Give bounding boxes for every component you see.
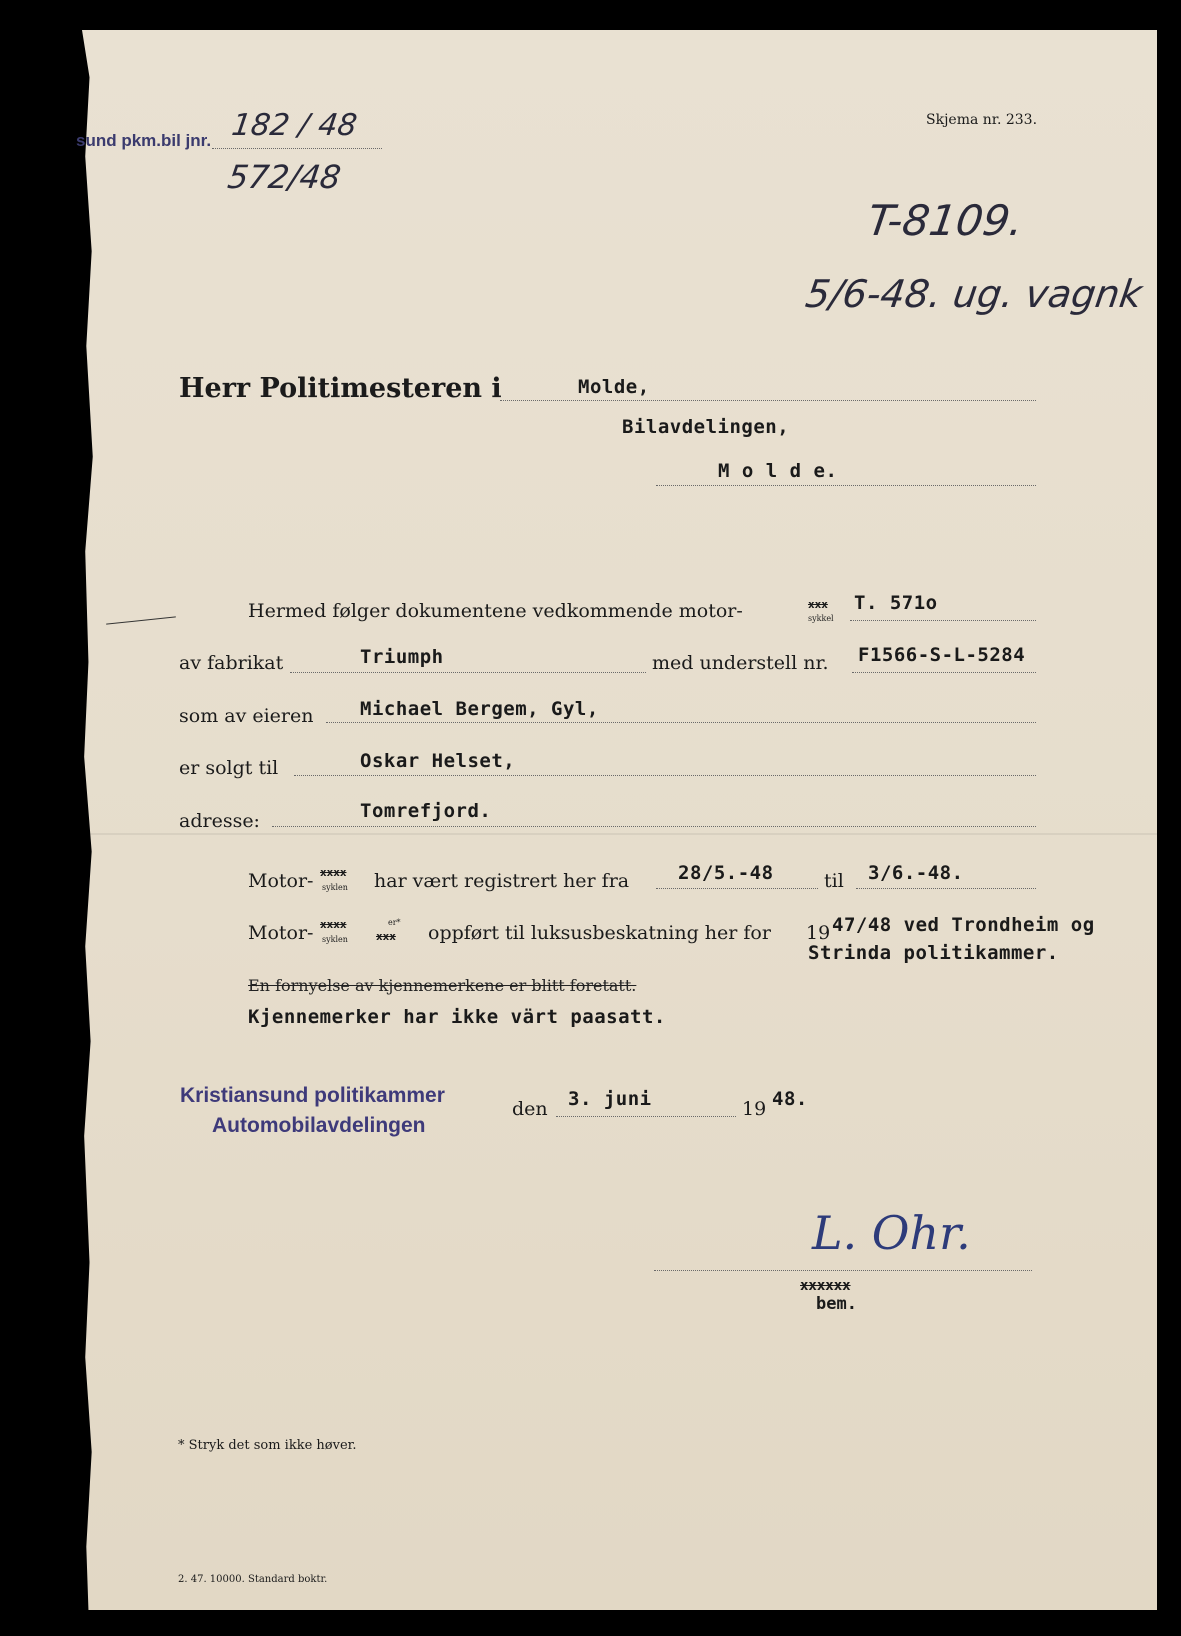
- make-value: Triumph: [360, 646, 444, 668]
- registered-struck: xxxx: [320, 866, 347, 879]
- fold-line: [82, 833, 1157, 835]
- salutation: Herr Politimesteren i: [179, 373, 502, 404]
- to-label: til: [824, 870, 844, 892]
- addressee-line-1: [500, 400, 1036, 401]
- from-date-line: [656, 888, 818, 889]
- printer-line: 2. 47. 10000. Standard boktr.: [178, 1574, 328, 1585]
- tax-prefix: Motor-: [248, 922, 314, 944]
- tax-year-line-2: Strinda politikammer.: [808, 942, 1059, 964]
- plates-note: Kjennemerker har ikke värt paasatt.: [248, 1006, 666, 1028]
- addressee-department: Bilavdelingen,: [622, 416, 790, 438]
- registered-subscript: syklen: [322, 883, 348, 892]
- intro-subscript: sykkel: [808, 614, 834, 623]
- handwritten-note-1: T-8109.: [864, 196, 1027, 245]
- chassis-line: [852, 672, 1036, 673]
- tax-subscript: syklen: [322, 935, 348, 944]
- addressee-city-spaced: M o l d e.: [718, 460, 838, 482]
- signer-title: bem.: [816, 1294, 857, 1314]
- addressee-line-3: [656, 485, 1036, 486]
- struck-title: xxxxxx: [800, 1278, 851, 1294]
- owner-line: [326, 722, 1036, 723]
- make-line: [290, 672, 646, 673]
- owner-value: Michael Bergem, Gyl,: [360, 698, 599, 720]
- tax-struck: xxxx: [320, 918, 347, 931]
- buyer-value: Oskar Helset,: [360, 750, 516, 772]
- date-value: 3. juni: [568, 1088, 652, 1110]
- office-stamp-line-1: Kristiansund politikammer: [180, 1084, 445, 1107]
- office-stamp-line-2: Automobilavdelingen: [212, 1114, 426, 1137]
- tax-struck-2: xxx: [376, 930, 396, 943]
- date-prefix: den: [512, 1098, 548, 1120]
- to-date-line: [856, 888, 1036, 889]
- chassis-label: med understell nr.: [652, 652, 829, 674]
- reg-no-line: [850, 620, 1036, 621]
- buyer-line: [294, 775, 1036, 776]
- tax-superscript: er*: [388, 918, 401, 927]
- chassis-value: F1566-S-L-5284: [858, 644, 1026, 666]
- intro-text: Hermed følger dokumentene vedkommende motor-: [248, 600, 743, 622]
- addressee-city: Molde,: [578, 376, 650, 398]
- form-number: Skjema nr. 233.: [926, 112, 1038, 128]
- footnote: * Stryk det som ikke høver.: [178, 1438, 357, 1453]
- address-value: Tomrefjord.: [360, 800, 492, 822]
- from-date: 28/5.-48: [678, 862, 774, 884]
- registered-prefix: Motor-: [248, 870, 314, 892]
- tax-text: oppført til luksusbeskatning her for: [428, 922, 771, 944]
- tax-year-prefix: 19: [806, 922, 831, 944]
- journal-number: 182 / 48: [229, 108, 360, 143]
- buyer-label: er solgt til: [179, 757, 279, 779]
- struck-renewal-line: En fornyelse av kjennemerkene er blitt foretatt.: [248, 976, 637, 995]
- address-label: adresse:: [179, 810, 260, 832]
- handwritten-reference: 572/48: [225, 158, 344, 196]
- date-line: [556, 1116, 736, 1117]
- journal-underline: [212, 148, 382, 149]
- intro-struck: xxx: [808, 598, 828, 611]
- signature-line: [654, 1270, 1032, 1271]
- registered-text: har vært registrert her fra: [374, 870, 630, 892]
- year-prefix: 19: [742, 1098, 767, 1120]
- handwritten-note-2: 5/6-48. ug. vagnk: [802, 272, 1145, 316]
- make-label: av fabrikat: [179, 652, 284, 674]
- address-line: [272, 826, 1036, 827]
- handwritten-signature: L. Ohr.: [812, 1206, 971, 1260]
- owner-label: som av eieren: [179, 705, 314, 727]
- registration-number: T. 571o: [854, 592, 938, 614]
- journal-stamp: sund pkm.bil jnr.: [76, 131, 212, 150]
- tax-year-line-1: 47/48 ved Trondheim og: [832, 914, 1095, 936]
- year-value: 48.: [772, 1088, 808, 1110]
- to-date: 3/6.-48.: [868, 862, 964, 884]
